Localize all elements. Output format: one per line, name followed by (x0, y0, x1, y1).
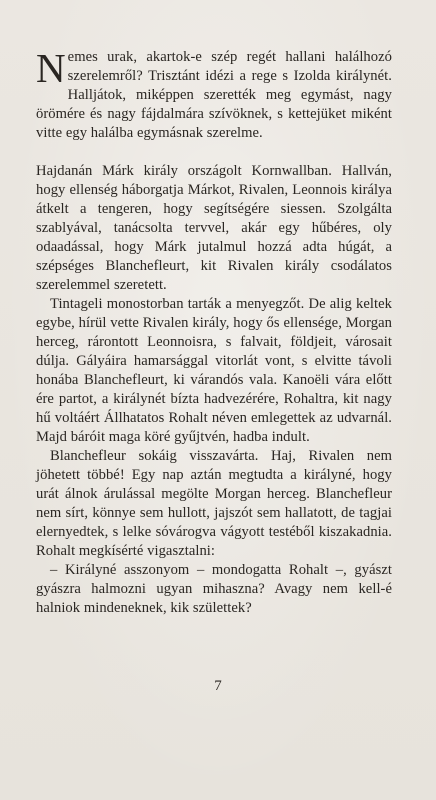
page-number: 7 (214, 678, 222, 694)
paragraph-4: Blanchefleur sokáig visszavárta. Haj, Rivalen nem jöhetett többé! Egy nap aztán megtudta a királyné, hogy urát álnok árulással megölte Morgan herceg. Blanchefleur nem sírt, könnye sem hullott, jajszót sem hallatott, de tagjai elernyedtek, s lelke sóvárogva vágyott testéből kiszakadnia. Rohalt megkísérté vigasztalni: (36, 448, 392, 559)
drop-cap: N (36, 45, 66, 91)
paragraph-1-text: emes urak, akartok-e szép regét hallani halálhozó szerelemről? Trisztánt idézi a rege s Izolda királynét. Halljátok, miképpen szerették meg egymást, nagy örömére és nagy fájdalmára szívöknek, s kettejüket miként vitte egy halálba egymásnak szerelme. (36, 49, 392, 141)
body-text (36, 45, 392, 618)
paragraph-1 (36, 45, 392, 143)
paragraph-5-dialogue: – Királyné asszonyom – mondogatta Rohalt –, gyászt gyászra halmozni ugyan mihaszna? Avagy nem kell-é halniok mindeneknek, kik születtek? (36, 562, 392, 616)
paragraph-2: Hajdanán Márk király országolt Kornwallban. Hallván, hogy ellenség háborgatja Márkot, Rivalen, Leonnois királya átkelt a tengeren, hogy segítségére siessen. Szolgálta szablyával, tanácsolta tervvel, akár egy hűbéres, oly odaadással, hogy Márk jutalmul hozzá adta húgát, a szépséges Blanchefleurt, kit Rivalen király csodálatos szerelemmel szeretett. (36, 163, 392, 293)
paragraph-3: Tintageli monostorban tarták a menyegzőt. De alig keltek egybe, hírül vette Rivalen király, hogy ős ellensége, Morgan herceg, rárontott Leonnoisra, s falvait, földjeit, városait dúlja. Gályáira hamarsággal vitorlát vont, s elvitte távoli honába Blanchefleurt, ki várandós vala. Kanoëli vára előtt ére partot, a királynét bízta hadvezérére, Rohaltra, kit nagy hű voltáért Állhatatos Rohalt néven emlegettek az udvarnál. Majd báróit maga köré gyűjtvén, hadba indult. (36, 296, 392, 445)
